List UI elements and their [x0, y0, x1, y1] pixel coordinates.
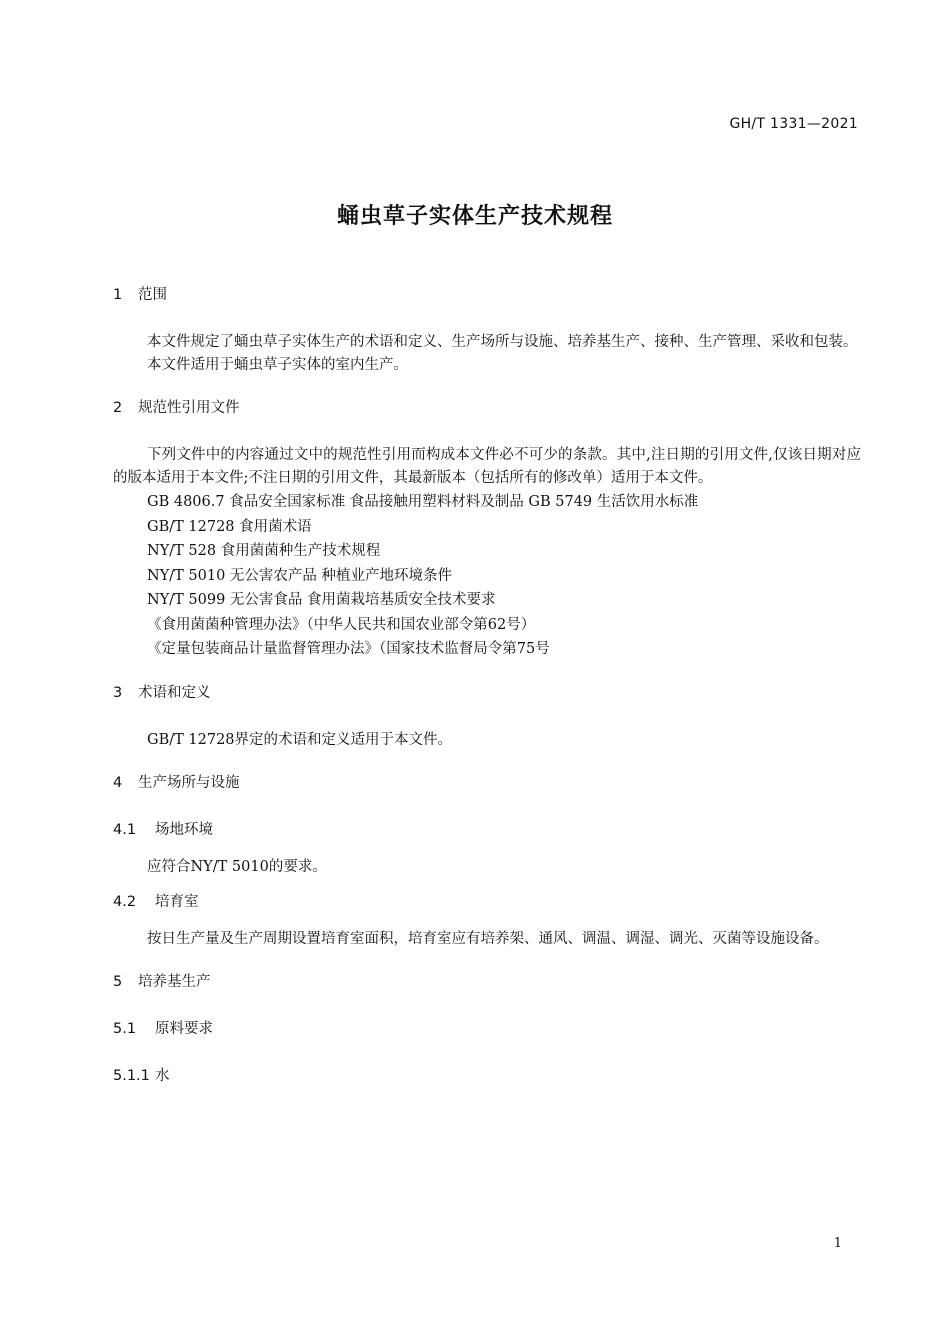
section-number: 5.1.1 [113, 1067, 150, 1084]
reference-item: GB 4806.7 食品安全国家标准 食品接触用塑料材料及制品 GB 5749 生活饮用水标准 [147, 494, 699, 510]
document-body [113, 284, 861, 1090]
site-environment-paragraph: 应符合NY/T 5010的要求。 [147, 858, 327, 875]
reference-item: NY/T 528 食用菌菌种生产技术规程 [147, 543, 381, 559]
reference-item: NY/T 5010 无公害农产品 种植业产地环境条件 [147, 567, 453, 584]
reference-item: GB/T 12728 食用菌术语 [147, 518, 312, 535]
reference-item: 《食用菌菌种管理办法》（中华人民共和国农业部令第62号） [147, 616, 536, 633]
section-title: 术语和定义 [138, 684, 211, 701]
section-title: 原料要求 [155, 1020, 213, 1037]
page-number: 1 [833, 1236, 842, 1251]
section-4-2-heading [113, 891, 861, 916]
section-4-1-heading [113, 819, 861, 844]
section-number: 5 [113, 973, 123, 990]
section-number: 4.1 [113, 821, 137, 838]
normative-references-intro: 下列文件中的内容通过文中的规范性引用而构成本文件必不可少的条款。其中,注日期的引用文件,仅该日期对应的版本适用于本文件;不注日期的引用文件，其最新版本（包括所有的修改单）适用于本文件。 [113, 447, 861, 486]
section-4-heading [113, 772, 861, 797]
section-title: 场地环境 [155, 821, 213, 838]
section-number: 3 [113, 684, 123, 701]
scope-paragraph-2: 本文件适用于蛹虫草子实体的室内生产。 [147, 357, 408, 373]
section-5-1-heading [113, 1018, 861, 1043]
section-5-heading [113, 971, 861, 996]
reference-item: 《定量包装商品计量监督管理办法》（国家技术监督局令第75号 [147, 641, 550, 657]
section-number: 4.2 [113, 893, 137, 910]
section-1-heading [113, 284, 861, 309]
section-number: 1 [113, 287, 123, 303]
reference-item: NY/T 5099 无公害食品 食用菌栽培基质安全技术要求 [147, 592, 496, 608]
section-title: 培育室 [155, 893, 199, 910]
terms-paragraph: GB/T 12728界定的术语和定义适用于本文件。 [147, 731, 453, 748]
section-number: 2 [113, 400, 123, 416]
section-title: 培养基生产 [138, 973, 211, 990]
scope-paragraph-1: 本文件规定了蛹虫草子实体生产的术语和定义、生产场所与设施、培养基生产、接种、生产管理、采收和包装。 [147, 334, 858, 350]
section-number: 5.1 [113, 1020, 137, 1037]
section-title: 生产场所与设施 [138, 774, 240, 791]
cultivation-room-paragraph: 按日生产量及生产周期设置培育室面积，培育室应有培养架、通风、调温、调湿、调光、灭菌等设施设备。 [147, 930, 829, 947]
section-number: 4 [113, 774, 123, 791]
standard-code: GH/T 1331—2021 [729, 116, 858, 132]
document-title: 蛹虫草子实体生产技术规程 [336, 204, 613, 229]
section-5-1-1-heading [113, 1065, 861, 1090]
section-title: 规范性引用文件 [138, 400, 240, 416]
section-title: 水 [155, 1067, 170, 1084]
section-3-heading [113, 682, 861, 707]
section-title: 范围 [138, 287, 167, 303]
section-2-heading [113, 397, 861, 422]
